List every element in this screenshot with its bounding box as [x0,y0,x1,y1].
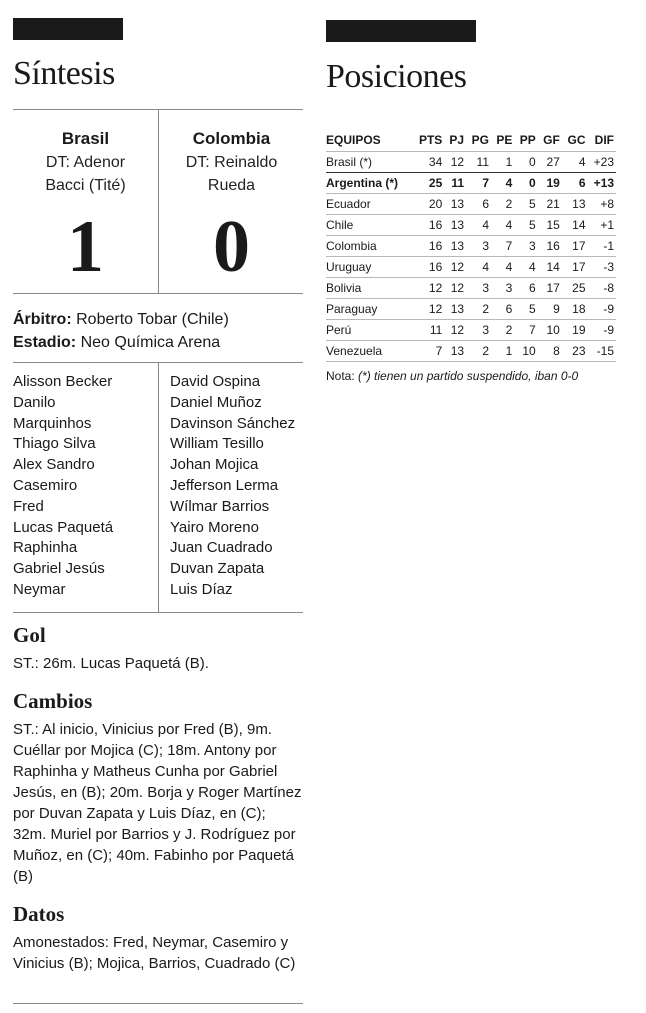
stat-cell: 13 [444,299,466,320]
referee-name: Roberto Tobar (Chile) [76,311,229,328]
column-header: PP [519,133,536,147]
stat-cell: 27 [538,152,562,173]
lineups-block [13,362,303,612]
team-cell: Colombia [326,236,412,257]
note-text: (*) tienen un partido suspendido, iban 0-0 [358,369,579,383]
stat-cell: 16 [538,236,562,257]
player-name: Casemiro [13,476,78,494]
player-name: Yairo Moreno [170,518,259,536]
stat-cell: 4 [562,152,588,173]
player-name: Thiago Silva [13,435,96,453]
player-name: Gabriel Jesús [13,560,105,578]
player-name: Alisson Becker [13,373,113,390]
table-body [326,152,616,362]
column-header: PG [471,133,489,147]
stat-cell: 6 [491,299,514,320]
section-bar [326,20,476,42]
stat-cell: 2 [466,341,491,362]
stat-cell: 8 [538,341,562,362]
table-header-row [326,129,616,152]
changes-title: Cambios [13,689,93,713]
referee-label: Árbitro: [13,311,72,328]
stat-cell: 1 [491,152,514,173]
stat-cell: 19 [562,320,588,341]
team-cell: Venezuela [326,341,412,362]
stat-cell: 0 [514,152,537,173]
column-header: DIF [594,133,614,147]
stat-cell: 5 [514,299,537,320]
stat-cell: -8 [588,278,616,299]
stat-cell: 7 [514,320,537,341]
home-team-coach: DT: Adenor Bacci (Tité) [45,154,126,194]
stat-cell: 1 [491,341,514,362]
stat-cell: 3 [466,320,491,341]
match-info [13,308,229,354]
team-cell: Chile [326,215,412,236]
player-name: Lucas Paquetá [13,518,114,536]
stat-cell: -9 [588,299,616,320]
goal-title: Gol [13,623,46,647]
table-row [326,236,616,257]
home-team [13,110,158,288]
column-header: EQUIPOS [326,133,381,147]
stat-cell: +23 [588,152,616,173]
player-name: Danilo [13,393,56,411]
stat-cell: 21 [538,194,562,215]
data-title: Datos [13,902,65,926]
note-label: Nota: [326,369,355,383]
stat-cell: 0 [514,173,537,194]
table-row [326,215,616,236]
player-name: Wílmar Barrios [170,497,270,515]
stat-cell: 13 [444,341,466,362]
stat-cell: 10 [538,320,562,341]
stat-cell: 12 [444,278,466,299]
away-lineup [170,372,295,601]
stat-cell: 16 [412,215,444,236]
changes-section [13,689,303,887]
table-row [326,257,616,278]
stat-cell: 2 [466,299,491,320]
stat-cell: 4 [491,257,514,278]
player-name: Neymar [13,580,66,598]
table-row [326,152,616,173]
stat-cell: +13 [588,173,616,194]
player-name: Raphinha [13,539,78,557]
stat-cell: 11 [412,320,444,341]
stat-cell: 18 [562,299,588,320]
team-cell: Perú [326,320,412,341]
stat-cell: 13 [444,215,466,236]
stadium-name: Neo Química Arena [80,334,221,351]
stat-cell: 7 [466,173,491,194]
data-section [13,902,303,974]
synthesis-title: Síntesis [13,55,115,92]
player-name: Juan Cuadrado [170,539,273,557]
stat-cell: 12 [412,278,444,299]
column-header: GF [543,133,560,147]
stat-cell: +1 [588,215,616,236]
stat-cell: 3 [466,278,491,299]
away-team-coach: DT: Reinaldo Rueda [185,154,278,194]
team-cell: Paraguay [326,299,412,320]
team-cell: Argentina (*) [326,173,412,194]
stat-cell: 4 [514,257,537,278]
player-name: Marquinhos [13,414,92,432]
table-row [326,320,616,341]
changes-text: ST.: Al inicio, Vinicius por Fred (B), 9m. Cuéllar por Mojica (C); 18m. Antony por Raphinha y Matheus Cunha por Gabriel Jesús, en (B); 20m. Borja y Roger Martínez por Duvan Zapata y Luis Díaz, en (C); 32m. Muriel por Barrios y J. Rodríguez por Muñoz, en (C); 40m. Fabinho por Paquetá (B) [13,721,302,885]
stat-cell: 12 [444,257,466,278]
divider [13,1003,303,1004]
away-team [159,110,304,288]
section-bar [13,18,123,40]
table-row [326,341,616,362]
stat-cell: -9 [588,320,616,341]
stat-cell: 19 [538,173,562,194]
stat-cell: 4 [466,215,491,236]
player-name: Fred [13,497,44,515]
stat-cell: 11 [444,173,466,194]
stat-cell: 5 [514,215,537,236]
stat-cell: 13 [444,236,466,257]
stat-cell: 5 [514,194,537,215]
stat-cell: 17 [562,257,588,278]
stat-cell: 3 [514,236,537,257]
stat-cell: 12 [412,299,444,320]
stat-cell: 6 [562,173,588,194]
stat-cell: 25 [562,278,588,299]
player-name: Davinson Sánchez [170,414,296,432]
table-row [326,194,616,215]
away-team-name: Colombia [192,129,271,148]
away-score: 0 [213,206,250,288]
team-cell: Ecuador [326,194,412,215]
stat-cell: 9 [538,299,562,320]
player-name: Duvan Zapata [170,560,265,578]
stat-cell: 12 [444,152,466,173]
stat-cell: 16 [412,236,444,257]
stat-cell: 2 [491,320,514,341]
player-name: Luis Díaz [170,580,233,598]
stat-cell: 20 [412,194,444,215]
stat-cell: 6 [466,194,491,215]
divider [13,612,303,613]
stat-cell: 15 [538,215,562,236]
stat-cell: 7 [412,341,444,362]
column-header: PTS [418,133,443,147]
stat-cell: 10 [514,341,537,362]
stat-cell: 17 [562,236,588,257]
team-cell: Bolivia [326,278,412,299]
stat-cell: +8 [588,194,616,215]
table-row [326,173,616,194]
standings-table [326,129,616,362]
player-name: Jefferson Lerma [170,476,279,494]
stat-cell: 6 [514,278,537,299]
player-name: Johan Mojica [170,456,259,474]
stat-cell: 7 [491,236,514,257]
teams-block [13,110,303,293]
stat-cell: 16 [412,257,444,278]
team-cell: Uruguay [326,257,412,278]
stat-cell: 4 [491,215,514,236]
home-team-name: Brasil [61,129,110,148]
column-header: GC [567,133,586,147]
stat-cell: 34 [412,152,444,173]
stat-cell: 4 [466,257,491,278]
player-name: David Ospina [170,373,261,390]
standings-note [326,369,578,383]
player-name: Alex Sandro [13,456,95,474]
stat-cell: 3 [491,278,514,299]
stat-cell: 2 [491,194,514,215]
standings-title: Posiciones [326,58,467,95]
data-text: Amonestados: Fred, Neymar, Casemiro y Vinicius (B); Mojica, Barrios, Cuadrado (C) [13,934,296,972]
stat-cell: -15 [588,341,616,362]
stat-cell: -3 [588,257,616,278]
team-cell: Brasil (*) [326,152,412,173]
goal-text: ST.: 26m. Lucas Paquetá (B). [13,655,209,672]
table-row [326,278,616,299]
divider [158,362,159,612]
player-name: William Tesillo [170,435,264,453]
stat-cell: -1 [588,236,616,257]
stat-cell: 25 [412,173,444,194]
stadium-label: Estadio: [13,334,77,351]
stat-cell: 14 [562,215,588,236]
stat-cell: 11 [466,152,491,173]
stat-cell: 12 [444,320,466,341]
stat-cell: 13 [562,194,588,215]
stat-cell: 17 [538,278,562,299]
table-row [326,299,616,320]
stat-cell: 3 [466,236,491,257]
goal-section [13,623,303,674]
stadium-line [13,331,229,354]
stat-cell: 23 [562,341,588,362]
stat-cell: 13 [444,194,466,215]
home-lineup [13,372,113,601]
referee-line [13,308,229,331]
player-name: Daniel Muñoz [170,393,262,411]
stat-cell: 4 [491,173,514,194]
column-header: PE [496,133,513,147]
column-header: PJ [449,133,465,147]
home-score: 1 [67,206,104,288]
divider [13,293,303,294]
stat-cell: 14 [538,257,562,278]
